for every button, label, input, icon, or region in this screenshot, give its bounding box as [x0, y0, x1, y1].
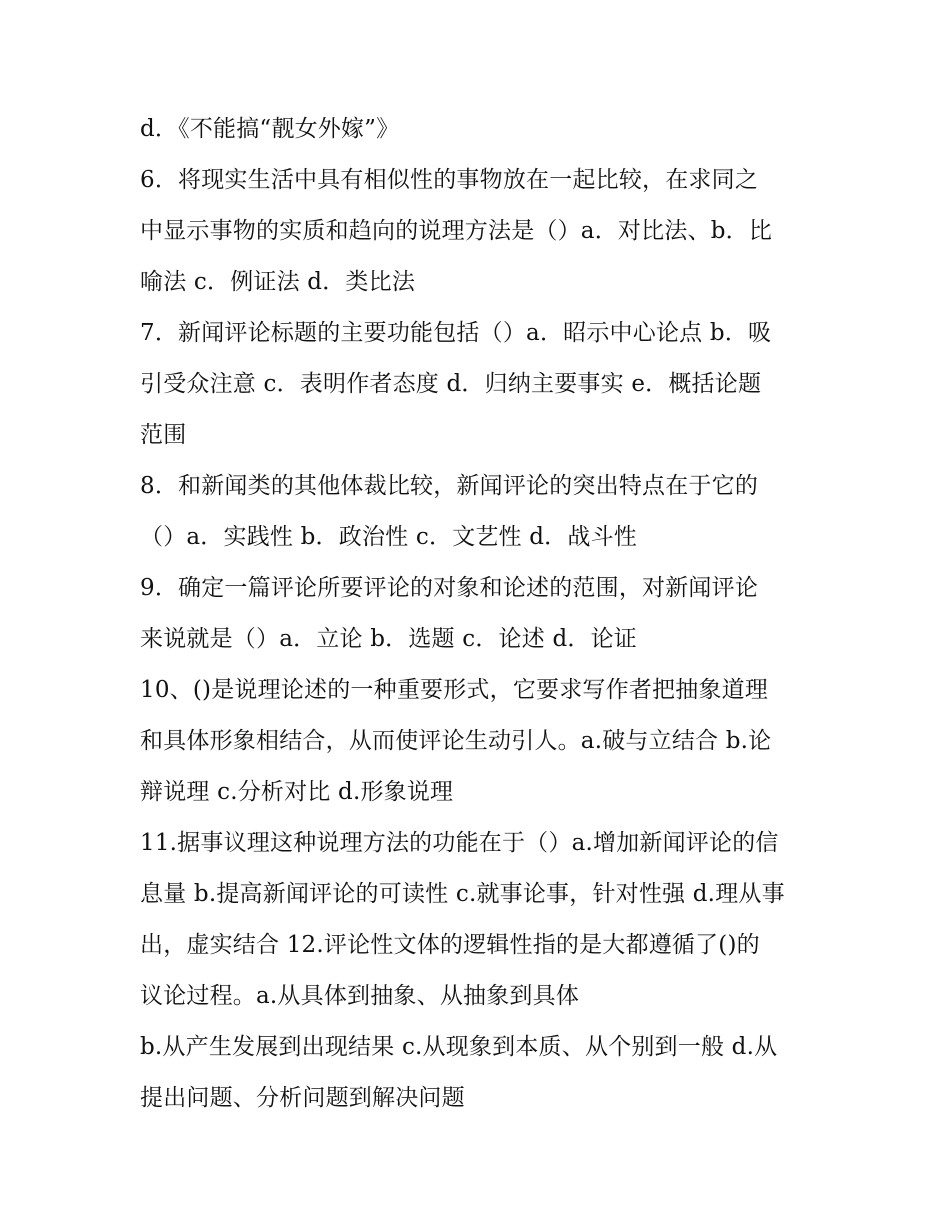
text-line-1: d．《不能搞“靓女外嫁”》 [140, 116, 400, 142]
text-line-9: （）a．实践性 b．政治性 c．文艺性 d．战斗性 [140, 524, 637, 550]
text-line-4: 喻法 c．例证法 d．类比法 [140, 269, 416, 295]
text-line-19: b.从产生发展到出现结果 c.从现象到本质、从个别到一般 d.从 [140, 1034, 778, 1060]
text-line-16: 息量 b.提高新闻评论的可读性 c.就事论事，针对性强 d.理从事 [140, 881, 785, 907]
text-line-20: 提出问题、分析问题到解决问题 [140, 1085, 465, 1111]
text-line-17: 出，虚实结合 12.评论性文体的逻辑性指的是大都遵循了()的 [140, 932, 760, 958]
text-line-2: 6．将现实生活中具有相似性的事物放在一起比较，在求同之 [140, 167, 759, 193]
text-line-10: 9．确定一篇评论所要评论的对象和论述的范围，对新闻评论 [140, 575, 759, 601]
text-line-3: 中显示事物的实质和趋向的说理方法是（）a．对比法、b．比 [140, 218, 773, 244]
text-line-11: 来说就是（）a．立论 b．选题 c．论述 d．论证 [140, 626, 637, 652]
text-line-14: 辩说理 c.分析对比 d.形象说理 [140, 779, 454, 805]
text-line-18: 议论过程。a.从具体到抽象、从抽象到具体 [140, 983, 580, 1009]
text-line-12: 10、()是说理论述的一种重要形式，它要求写作者把抽象道理 [140, 677, 769, 703]
text-line-8: 8．和新闻类的其他体裁比较，新闻评论的突出特点在于它的 [140, 473, 759, 499]
text-line-13: 和具体形象相结合，从而使评论生动引人。a.破与立结合 b.论 [140, 728, 772, 754]
text-line-7: 范围 [140, 422, 187, 448]
text-line-15: 11.据事议理这种说理方法的功能在于（）a.增加新闻评论的信 [140, 830, 779, 856]
text-line-6: 引受众注意 c．表明作者态度 d．归纳主要事实 e．概括论题 [140, 371, 762, 397]
document-text [140, 104, 820, 1124]
text-line-5: 7．新闻评论标题的主要功能包括（）a．昭示中心论点 b．吸 [140, 320, 772, 346]
